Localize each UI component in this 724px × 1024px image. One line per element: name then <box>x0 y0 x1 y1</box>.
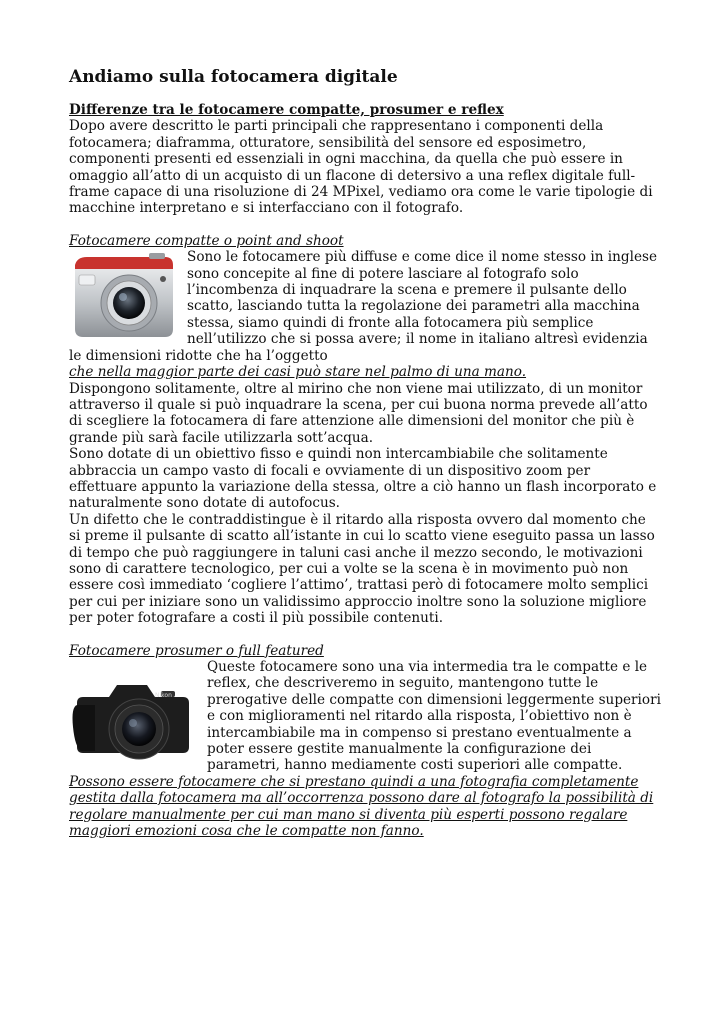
compact-paragraph-delay: Un difetto che le contraddistingue è il ritardo alla risposta ovvero dal momento che si preme il pulsante di scatto all’istante in cui lo scatto viene eseguito passa un lasso di tempo che può raggiungere in taluni casi anche il mezzo secondo, le motivazioni sono di carattere tecnologico, per cui a volte se la scena è in movimento può non essere così immediato ‘cogliere l’attimo’, trattasi però di fotocamere molto semplici per cui per iniziare sono un validissimo approccio inoltre sono la soluzione migliore per poter fotografare a costi il più possibile contenuti. <box>69 511 655 627</box>
compact-intro-text: Sono le fotocamere più diffuse e come dice il nome stesso in inglese sono concepite al fine di potere lasciare al fotografo solo l’incombenza di inquadrare la scena e premere il pulsante dello scatto, lasciando tutta la regolazione dei parametri alla macchina stessa, siamo quindi di fronte alla fotocamera più semplice nell’utilizzo che si possa avere; il nome in italiano altresì evidenzia le dimensioni ridotte che ha l’oggetto <box>69 249 658 364</box>
compact-paragraph-monitor: Dispongono solitamente, oltre al mirino che non viene mai utilizzato, di un monitor attraverso il quale si può inquadrare la scena, per cui buona norma prevede all’atto di scegliere la fotocamera di fare attenzione alle dimensioni del monitor che più è grande più sarà facile utilizzarla sott’acqua. <box>69 380 648 446</box>
document-page <box>69 66 661 839</box>
prosumer-intro-text: Queste fotocamere sono una via intermedia tra le compatte e le reflex, che descriveremo in seguito, mantengono tutte le prerogative delle compatte con dimensioni leggermente superiori e con miglioramenti nel ritardo alla risposta, l’obiettivo non è intercambiabile ma in compenso si prestano eventualmente a poter essere gestite manualmente la configurazione dei parametri, hanno mediamente costi superiori alle compatte. <box>207 659 661 774</box>
compact-emphasis-text: che nella maggior parte dei casi può stare nel palmo di una mano. <box>69 364 527 381</box>
compact-section <box>69 249 661 380</box>
section-heading-differences: Differenze tra le fotocamere compatte, prosumer e reflex <box>69 102 504 118</box>
camera-brand-label: Nikon <box>155 692 172 699</box>
compact-camera-image <box>69 251 177 343</box>
prosumer-emphasis-text: Possono essere fotocamere che si prestano quindi a una fotografia completamente gestita dalla fotocamera ma all’occorrenza possono dare al fotografo la possibilità di regolare manualmente per cui man mano si diventa più esperti possono regalare maggiori emozioni cosa che le compatte non fanno. <box>69 773 654 840</box>
prosumer-camera-image <box>69 667 197 763</box>
section-heading-prosumer: Fotocamere prosumer o full featured <box>69 642 324 659</box>
page-title: Andiamo sulla fotocamera digitale <box>69 67 398 87</box>
section-heading-compact: Fotocamere compatte o point and shoot <box>69 232 344 249</box>
compact-paragraph-lens: Sono dotate di un obiettivo fisso e quindi non intercambiabile che solitamente abbraccia un campo vasto di focali e ovviamente di un dispositivo zoom per effettuare appunto la variazione della stessa, oltre a ciò hanno un flash incorporato e naturalmente sono dotate di autofocus. <box>69 446 657 512</box>
prosumer-section <box>69 659 661 839</box>
paragraph-intro: Dopo avere descritto le parti principali che rappresentano i componenti della fotocamera; diaframma, otturatore, sensibilità del sensore ed esposimetro, componenti presenti ed essenziali in ogni macchina, da quella che può essere in omaggio all’atto di un acquisto di un flacone di detersivo a una reflex digitale full-frame capace di una risoluzione di 24 MPixel, vediamo ora come le varie tipologie di macchine interpretano e si interfacciano con il fotografo. <box>69 118 653 217</box>
